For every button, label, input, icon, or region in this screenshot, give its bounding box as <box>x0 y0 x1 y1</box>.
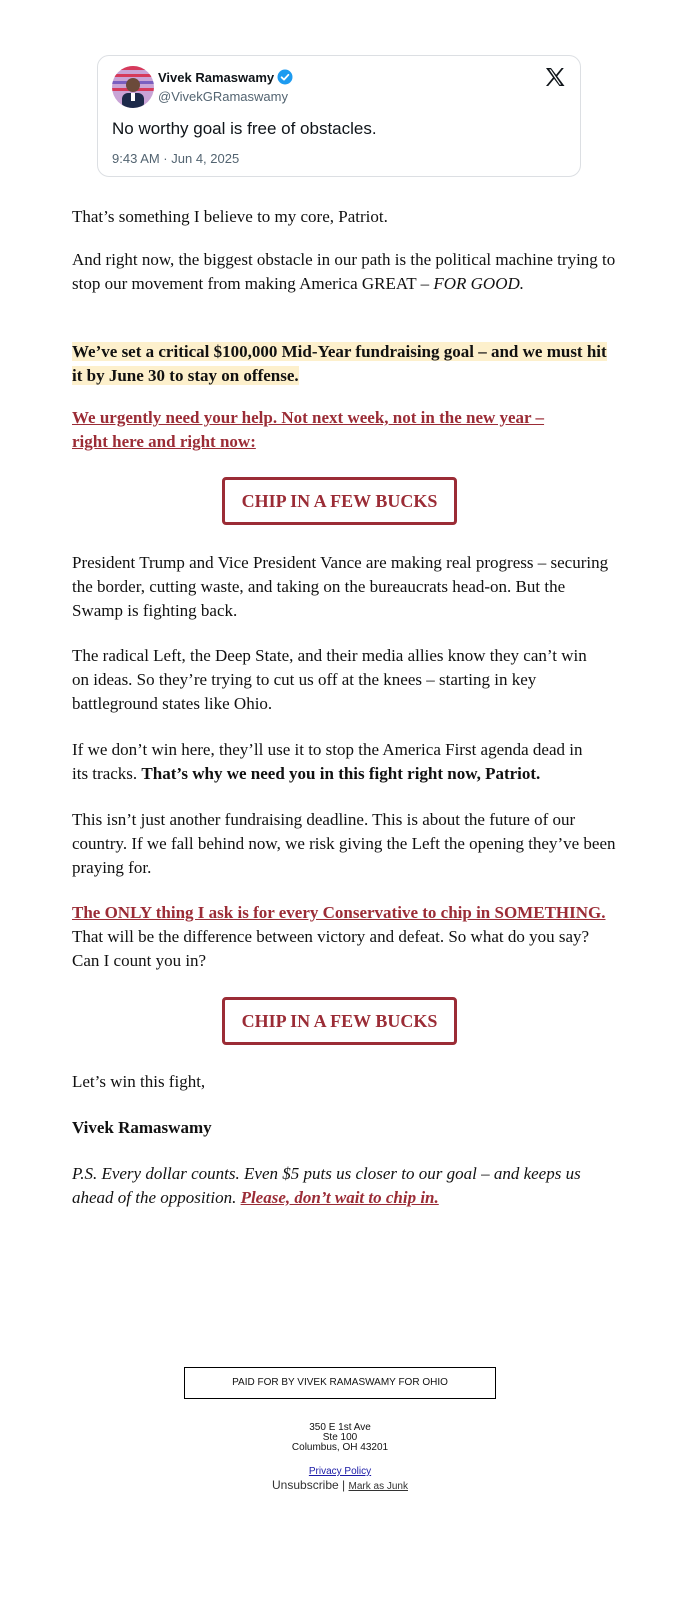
paragraph-7-text: If we don’t win here, they’ll use it to stop the America First agenda dead in its tracks. <box>72 740 583 783</box>
paragraph-6: The radical Left, the Deep State, and their media allies know they can’t win on ideas. So they’re trying to cut us off at the knees – starting in key battleground states like Ohio. <box>72 646 587 713</box>
paragraph-2 <box>72 248 617 296</box>
avatar <box>112 66 154 108</box>
paragraph-2-text: And right now, the biggest obstacle in our path is the political machine trying to stop our movement from making America GREAT – <box>72 250 616 293</box>
verified-badge-icon <box>277 69 293 88</box>
privacy-policy-link[interactable]: Privacy Policy <box>308 1466 372 1477</box>
postscript-text: P.S. Every dollar counts. Even $5 puts us closer to our goal – and keeps us ahead of the opposition. <box>72 1164 581 1207</box>
chip-in-something-link[interactable]: The ONLY thing I ask is for every Conservative to chip in SOMETHING. <box>72 903 606 922</box>
paragraph-9 <box>72 901 617 973</box>
unsubscribe-row <box>0 1478 680 1492</box>
chip-in-button-2[interactable]: CHIP IN A FEW BUCKS <box>222 997 457 1045</box>
urgent-help-link[interactable]: We urgently need your help. Not next week, not in the new year – right here and right now: <box>72 408 545 451</box>
embedded-tweet[interactable] <box>97 55 581 177</box>
paragraph-8: This isn’t just another fundraising deadline. This is about the future of our country. If we fall behind now, we risk giving the Left the opening they’ve been praying for. <box>72 810 616 877</box>
tweet-timestamp[interactable]: 9:43 AM · Jun 4, 2025 <box>112 151 240 166</box>
paragraph-4 <box>72 406 582 454</box>
footer-separator: | <box>342 1478 346 1492</box>
tweet-text: No worthy goal is free of obstacles. <box>112 119 377 138</box>
postscript <box>72 1162 617 1210</box>
tweet-author-name[interactable] <box>158 69 293 88</box>
paragraph-2-italic: FOR GOOD. <box>433 274 525 293</box>
signature: Vivek Ramaswamy <box>72 1118 212 1137</box>
chip-in-button-1[interactable]: CHIP IN A FEW BUCKS <box>222 477 457 525</box>
privacy-row <box>0 1467 680 1477</box>
goal-highlight: We’ve set a critical $100,000 Mid-Year fundraising goal – and we must hit it by June 30 to stay on offense. <box>72 342 607 385</box>
paragraph-1: That’s something I believe to my core, Patriot. <box>72 207 388 226</box>
x-logo-icon[interactable] <box>544 66 566 93</box>
paragraph-5: President Trump and Vice President Vance are making real progress – securing the border, cutting waste, and taking on the bureaucrats head-on. But the Swamp is fighting back. <box>72 553 609 620</box>
mark-as-junk-link[interactable]: Mark as Junk <box>348 1481 408 1492</box>
paragraph-7 <box>72 738 602 786</box>
address-line-1: 350 E 1st Ave <box>309 1422 371 1433</box>
tweet-author-handle[interactable]: @VivekGRamaswamy <box>158 89 288 104</box>
address-line-3: Columbus, OH 43201 <box>291 1442 389 1453</box>
unsubscribe-link[interactable]: Unsubscribe <box>272 1478 339 1492</box>
postscript-link[interactable]: Please, don’t wait to chip in. <box>240 1188 439 1207</box>
tweet-author-name-text[interactable]: Vivek Ramaswamy <box>158 70 275 85</box>
paragraph-3 <box>72 340 620 388</box>
paragraph-9-text: That will be the difference between victory and defeat. So what do you say? Can I count you in? <box>72 927 590 970</box>
address-line-2: Ste 100 <box>322 1432 358 1443</box>
closing-line: Let’s win this fight, <box>72 1072 206 1091</box>
paid-for-disclaimer: PAID FOR BY VIVEK RAMASWAMY FOR OHIO <box>184 1367 496 1399</box>
paragraph-7-bold: That’s why we need you in this fight right now, Patriot. <box>141 764 541 783</box>
